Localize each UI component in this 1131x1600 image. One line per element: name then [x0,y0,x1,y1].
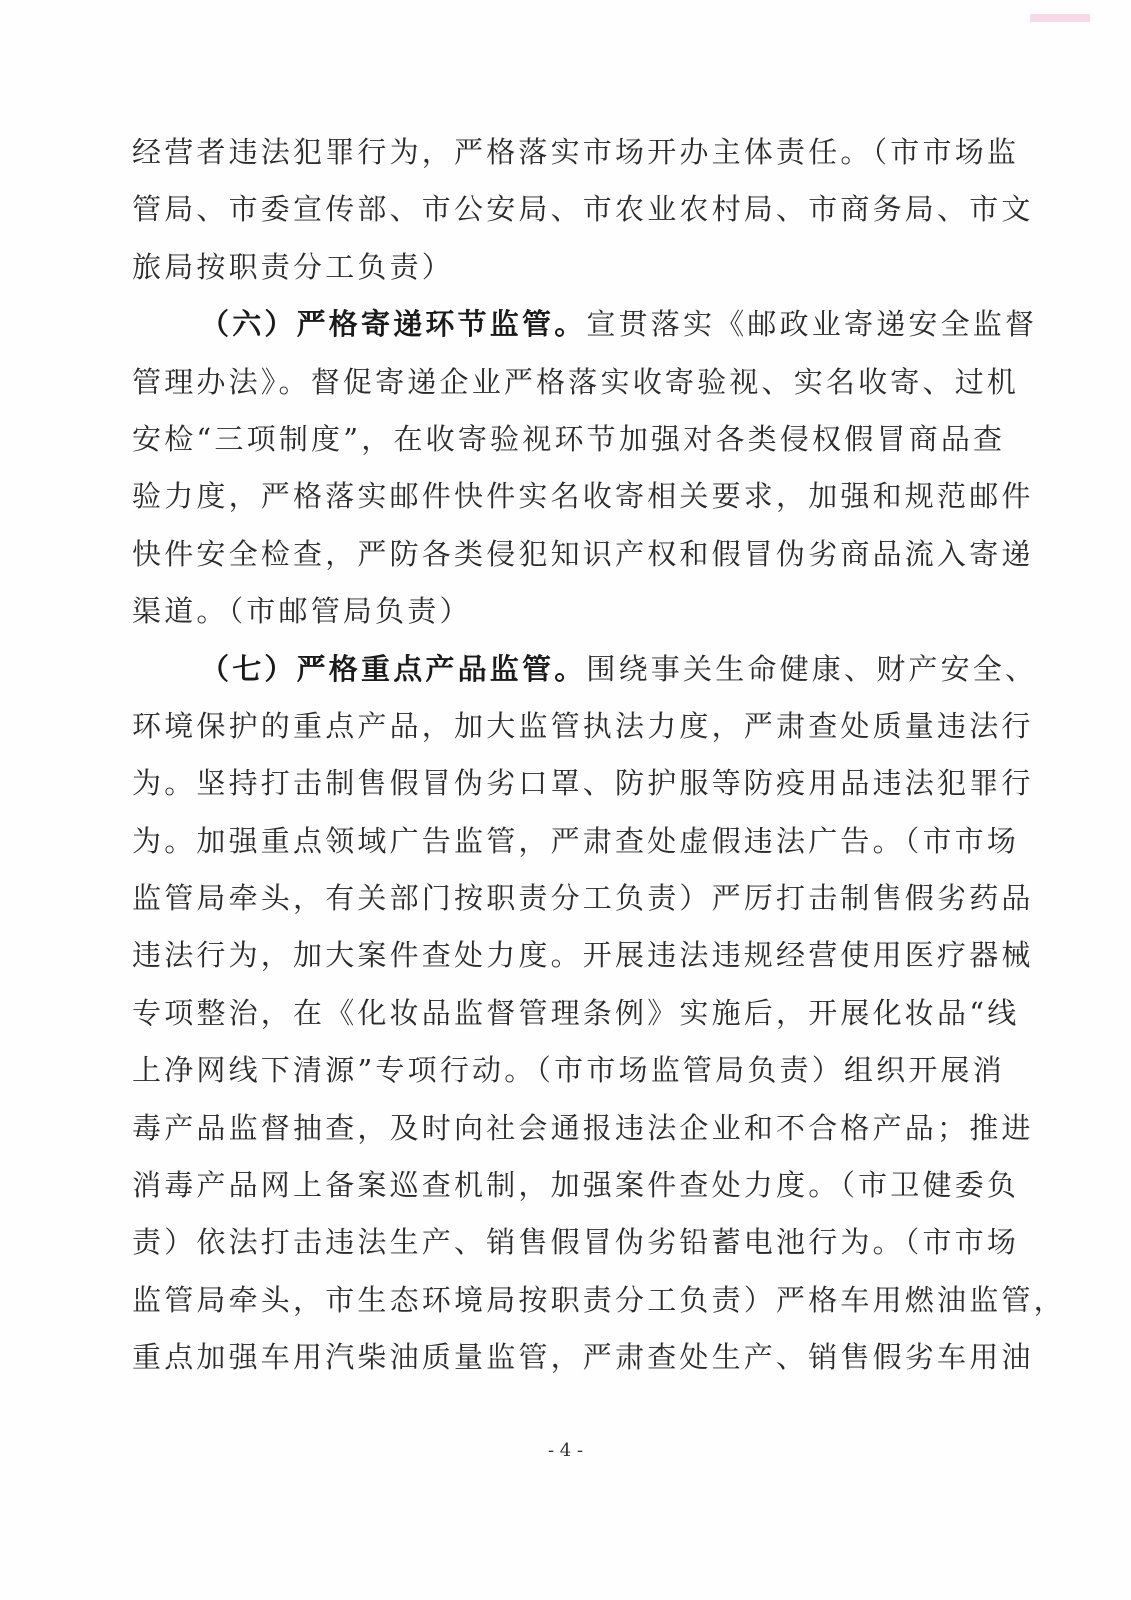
text-line: 监管局牵头，有关部门按职责分工负责）严厉打击制售假劣药品 [132,881,1034,916]
text-line: 上净网线下清源”专项行动。（市市场监管局负责）组织开展消 [132,1053,1005,1088]
text-line: 重点加强车用汽柴油质量监管，严肃查处生产、销售假劣车用油 [132,1340,1034,1375]
text-line: 管局、市委宣传部、市公安局、市农业农村局、市商务局、市文 [132,192,1034,227]
text-line: 经营者违法犯罪行为，严格落实市场开办主体责任。（市市场监 [132,135,1020,169]
section-7-text: 围绕事关生命健康、财产安全、 [586,651,1038,686]
text-line: 渠道。（市邮管局负责） [132,594,472,629]
text-line: 为。坚持打击制售假冒伪劣口罩、防护服等防疫用品违法犯罪行 [132,766,1034,801]
text-line: 毒产品监督抽查，及时向社会通报违法企业和不合格产品；推进 [132,1110,1034,1145]
scan-mark [1030,14,1090,22]
page-number: - 4 - [547,1440,584,1461]
text-line: 管理办法》。督促寄递企业严格落实收寄验视、实名收寄、过机 [132,364,1020,399]
text-line: 违法行为，加大案件查处力度。开展违法违规经营使用医疗器械 [132,938,1034,973]
section-6-text: 宣贯落实《邮政业寄递安全监督 [586,307,1038,342]
text-line: 验力度，严格落实邮件快件实名收寄相关要求，加强和规范邮件 [132,479,1034,514]
text-line: 消毒产品网上备案巡查机制，加强案件查处力度。（市卫健委负 [132,1168,1020,1203]
section-6-heading: （六）严格寄递环节监管。 [200,307,587,342]
section-7-heading: （七）严格重点产品监管。 [200,651,587,686]
text-line: 责）依法打击违法生产、销售假冒伪劣铅蓄电池行为。（市市场 [132,1225,1020,1260]
text-line: 快件安全检查，严防各类侵犯知识产权和假冒伪劣商品流入寄递 [132,536,1034,571]
text-line: 为。加强重点领域广告监管，严肃查处虚假违法广告。（市市场 [132,823,1020,858]
text-line: 旅局按职责分工负责） [132,249,455,284]
body-text [132,124,1066,1387]
section-6-first-line [132,296,1038,353]
text-line: 监管局牵头，市生态环境局按职责分工负责）严格车用燃油监管， [132,1282,1066,1317]
text-line: 专项整治，在《化妆品监督管理条例》实施后，开展化妆品“线 [132,995,1020,1030]
text-line: 安检“三项制度”，在收寄验视环节加强对各类侵权假冒商品查 [132,421,1006,456]
text-line: 环境保护的重点产品，加大监管执法力度，严肃查处质量违法行 [132,708,1034,743]
section-7-first-line [132,641,1038,698]
